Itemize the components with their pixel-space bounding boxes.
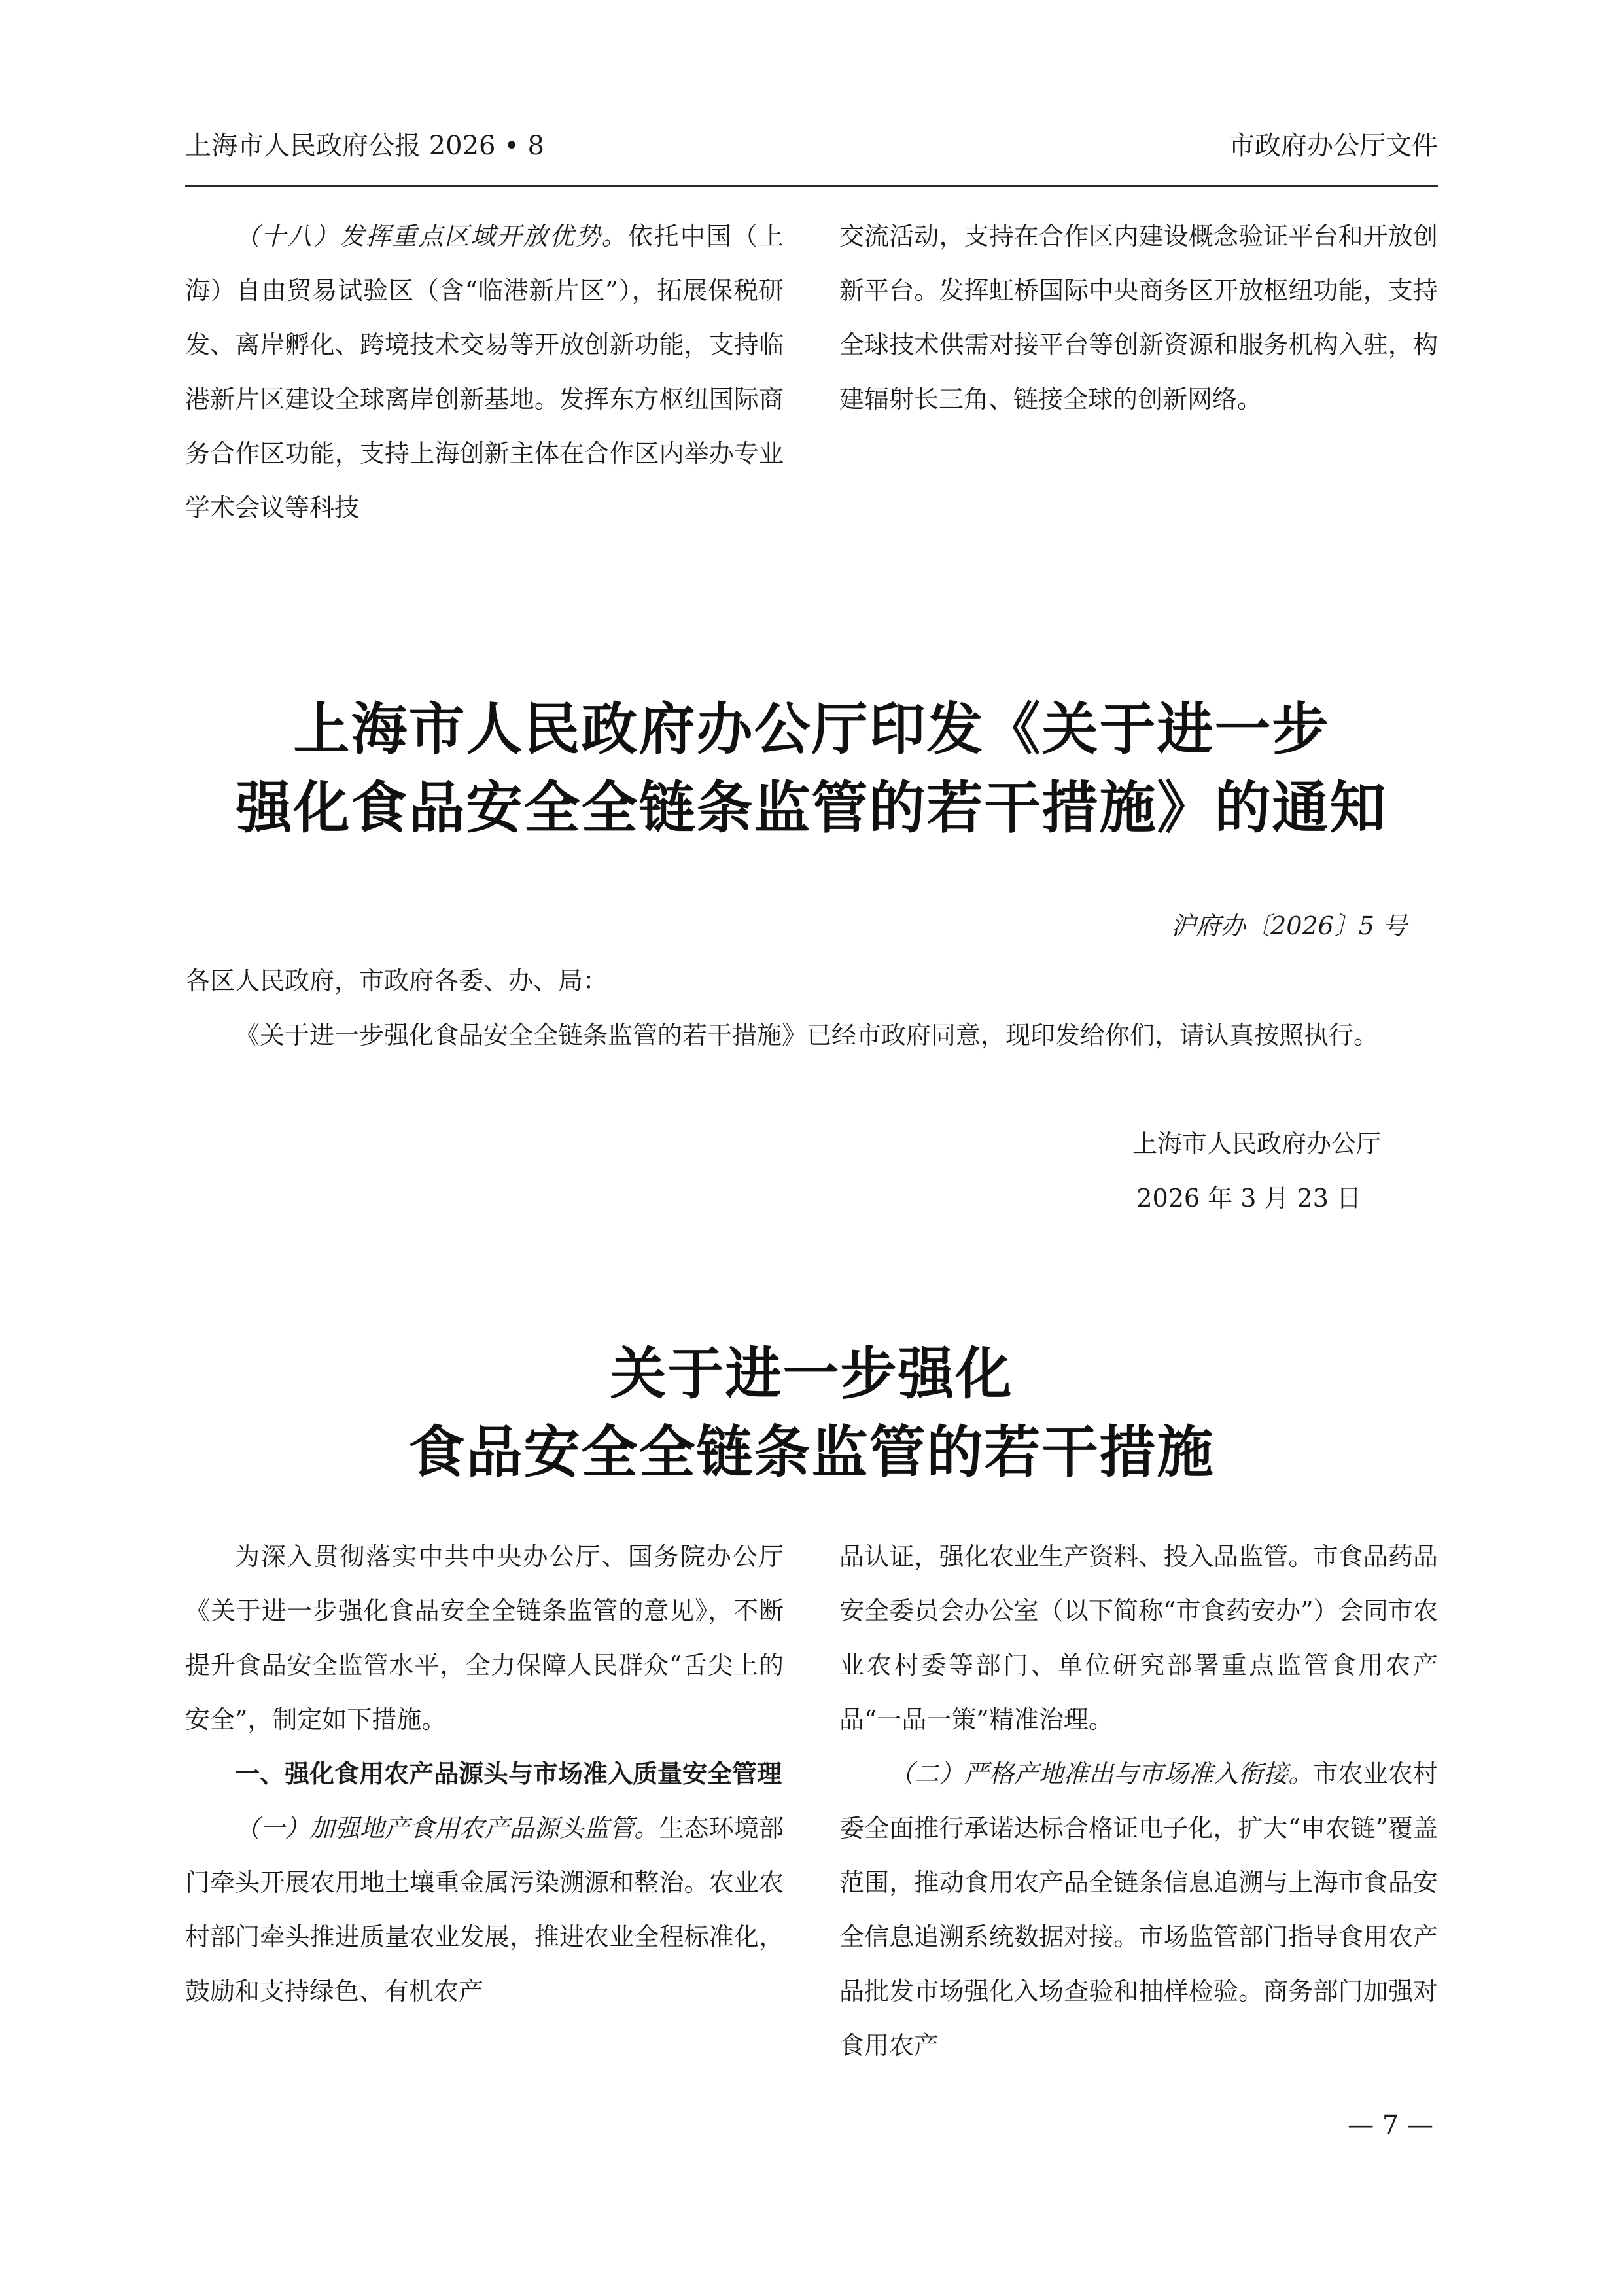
measures-title — [131, 1335, 1492, 1492]
measures-title-line: 关于进一步强化 — [610, 1341, 1013, 1407]
bulletin-issue-header: 上海市人民政府公报 2026 • 8 — [185, 131, 544, 161]
section-heading: 一、强化食用农产品源头与市场准入质量安全管理 — [235, 1759, 782, 1788]
item-lead: （十八）发挥重点区域开放优势。 — [235, 222, 628, 251]
prev-article-right-column — [839, 209, 1438, 427]
document-number: 沪府办〔2026〕5 号 — [1171, 911, 1407, 940]
measures-title-line: 食品安全全链条监管的若干措施 — [408, 1420, 1215, 1485]
item-text: 依托中国（上海）自由贸易试验区（含“临港新片区”），拓展保税研发、离岸孵化、跨境技术交易等开放创新功能，支持临港新片区建设全球离岸创新基地。发挥东方枢纽国际商务合作区功能，支持上海创新主体在合作区内举办专业学术会议等科技 — [185, 222, 784, 522]
addressee: 各区人民政府，市政府各委、办、局： — [185, 966, 608, 995]
measures-right-column — [839, 1530, 1438, 2073]
measure-item — [185, 1801, 784, 2019]
notice-title — [131, 690, 1492, 847]
measure-item — [839, 1747, 1438, 2073]
measures-intro: 为深入贯彻落实中共中央办公厅、国务院办公厅《关于进一步强化食品安全全链条监管的意见》，不断提升食品安全监管水平，全力保障人民群众“舌尖上的安全”，制定如下措施。 — [185, 1542, 784, 1734]
signature-organization: 上海市人民政府办公厅 — [1132, 1129, 1381, 1158]
item-lead: （一）加强地产食用农产品源头监管。 — [235, 1814, 659, 1843]
page-number: — 7 — — [1348, 2110, 1433, 2140]
notice-title-line: 上海市人民政府办公厅印发《关于进一步 — [293, 697, 1330, 762]
header-divider — [185, 185, 1438, 187]
signature-date: 2026 年 3 月 23 日 — [1136, 1184, 1361, 1212]
prev-article-paragraph — [185, 209, 784, 535]
notice-body: 《关于进一步强化食品安全全链条监管的若干措施》已经市政府同意，现印发给你们，请认真按照执行。 — [235, 1021, 1379, 1050]
measures-left-column — [185, 1530, 784, 2019]
document-category-header: 市政府办公厅文件 — [1229, 131, 1438, 161]
item-text: 市农业农村委全面推行承诺达标合格证电子化，扩大“申农链”覆盖范围，推动食用农产品全链条信息追溯与上海市食品安全信息追溯系统数据对接。市场监管部门指导食用农产品批发市场强化入场查验和抽样检验。商务部门加强对食用农产 — [839, 1759, 1438, 2060]
item-lead: （二）严格产地准出与市场准入衔接。 — [889, 1759, 1314, 1788]
prev-article-left-column — [185, 209, 784, 535]
item-text: 生态环境部门牵头开展农用地土壤重金属污染溯源和整治。农业农村部门牵头推进质量农业发展，推进农业全程标准化，鼓励和支持绿色、有机农产 — [185, 1814, 784, 2005]
prev-article-paragraph-cont: 交流活动，支持在合作区内建设概念验证平台和开放创新平台。发挥虹桥国际中央商务区开放枢纽功能，支持全球技术供需对接平台等创新资源和服务机构入驻，构建辐射长三角、链接全球的创新网络。 — [839, 222, 1438, 414]
measure-item-cont: 品认证，强化农业生产资料、投入品监管。市食品药品安全委员会办公室（以下简称“市食药安办”）会同市农业农村委等部门、单位研究部署重点监管食用农产品“一品一策”精准治理。 — [839, 1542, 1438, 1734]
notice-title-line: 强化食品安全全链条监管的若干措施》的通知 — [236, 775, 1387, 841]
